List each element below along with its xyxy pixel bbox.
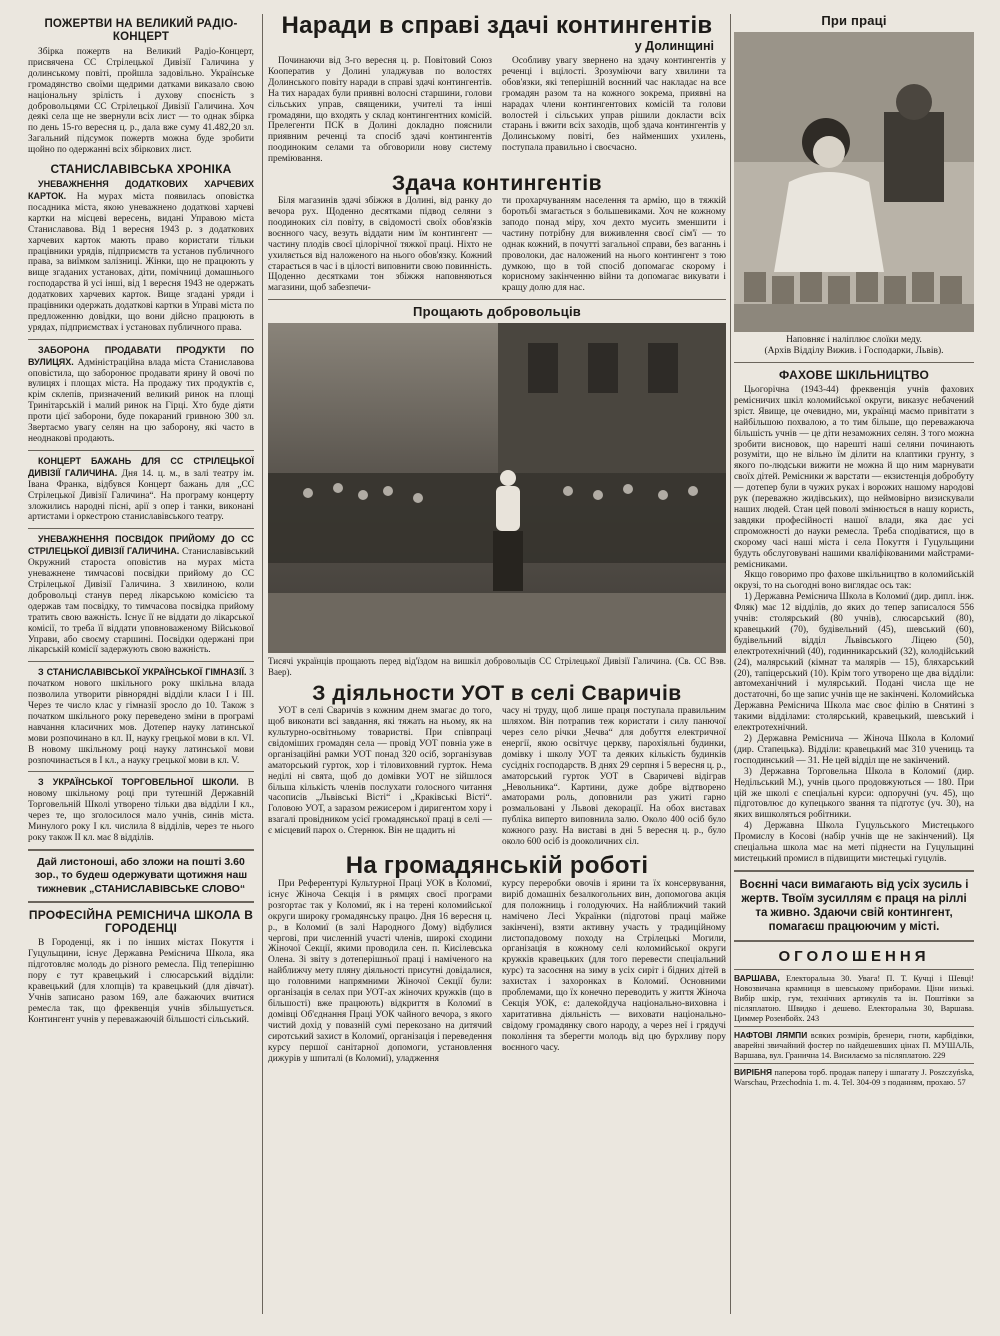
article-body: Починаючи від 3-го вересня ц. р. Повітовий Союз Кооператив у Долині уладжував по волостях Долинського повіту наради в справі здачі контингентів. На тих нарадах були приявні волосні старшини, голови сільських управ, священики, учителі та інші громадяни, що входять у склад контингентних комісій. Прелегенти ПСК в Долині докладно пояснили приявним реченці та спосіб здачі контингентів поодиноким селами та обговорили нову систему преміювання. — [268, 56, 492, 165]
article-title: ПОЖЕРТВИ НА ВЕЛИКИЙ РАДІО-КОНЦЕРТ — [44, 18, 238, 43]
column-divider — [730, 14, 731, 1314]
divider — [28, 661, 254, 662]
item-lead: З УКРАЇНСЬКОЇ ТОРГОВЕЛЬНОЇ ШКОЛИ. — [38, 777, 239, 788]
article-body: 4) Державна Школа Гуцульського Мистецького Промислу в Косові (набір учнів ще не закінчений). Ця спеціальна школа має на меті піднести на Гуцульщині мистецький промисл в підвищити мистецькі гуцулів. — [734, 821, 974, 864]
divider — [28, 771, 254, 772]
divider — [268, 299, 726, 300]
worker-photo — [734, 32, 974, 332]
news-item — [28, 534, 254, 656]
headline: На громадянській роботі — [345, 852, 649, 879]
divider — [28, 849, 254, 851]
item-lead: УНЕВАЖНЕННЯ ДОДАТКОВИХ ХАРЧЕВИХ КАРТОК. — [28, 179, 254, 201]
advertisement: ВИРІБНЯ паперова торб. продаж паперу і шпагату J. Poszczyńska, Warschau, Przechodnia 1. m. 4. Tel. 304-09 з поданням, прохаю. 57 — [734, 1063, 974, 1090]
item-lead: УНЕВАЖНЕННЯ ПОСВІДОК ПРИЙОМУ ДО СС СТРІЛЕЦЬКОЇ ДИВІЗІЇ ГАЛИЧИНА. — [28, 534, 254, 557]
advertisement: НАФТОВІ ЛЯМПИ всяких розмірів, бренери, гноти, карбідівки, аварейні звичайний фостер по найдешевших цінах П. МУШАЛЬ, Варшава, вул. Гранична 14. Висилаємо за післяплатою. 229 — [734, 1026, 974, 1063]
item-body: Адміністраційна влада міста Станиславова оповістила, що заборонює продавати ярину й овочі по вулицях і площах міста. На продажу тих продуктів є, крім склепів, призначений великий ринок на площі Тринітарській і малий ринок на Гірці. Хто буде діяти проти цієї заборони, буде покараний гривною 300 зл. Звертаємо увагу селян на цю заборону, які часто в неоднакові продають. — [28, 357, 254, 444]
article-body: Біля магазинів здачі збіжжя в Долині, від ранку до вечора рух. Щоденно десятками підвод селяни з поодиноких сіл повіту, в свідомості своїх обов'язків воєнного часу, везуть віддати ним їм контингент — частину плодів своєї цілорічної тяжкої праці. Ніхто не ухиляється від наложеного на нього обов'язку. Кожний старається в час і в цілості виповнити свою повинність. Щоденно десятками тон збіжжя наповняються магазини, щоб забезпечи- — [268, 196, 492, 294]
photo-caption: Тисячі українців прощають перед від'їздом на вишкіл добровольців СС Стрілецької Дивізії Галичина. (Св. СС Вэв. Ваер). — [268, 656, 726, 677]
item-body: В новому шкільному році при тутешній Державній Торговельній Школі утворено тільки два відділи І кл., через те, що зголосилося мало учнів, синів міста. Минулого року І кл. числила 8 відділів, через те нього року також ІІ кл. має 8 відділів. — [28, 778, 254, 843]
item-body: Станиславівський Окружний староста оповістив на мурах міста уневажнене тимчасові посвідки прийому до СС Стрілецької Дивізії Галичина. З хвилиною, коли добровольці станув перед лікарською комісією та одержав там посвідку, то тимчасова посвідка прийому тратить свою важність. Існує її не віддати до лікарської комісії, то треба її віддати уповноваженому Військової Управи, або своєму старшині. Посвідки одержані при лікарській комісії задержують свою важність. — [28, 547, 254, 656]
photo-title: При праці — [821, 13, 887, 28]
article-body: Особливу увагу звернено на здачу контингентів у реченці і вцілості. Зрозуміючи вагу хвилини та обов'язки, які теперішній воєнний час накладає на все громадян разом та на кожного зокрема, приявні на нарадах члени контингентових комісій та голови волостей і сільських управ рішили докласти всіх старань і вжити всіх заходів, щоб здача контингентів у Долинському повіті, без найменших ухилень, поступала правильно і своєчасно. — [502, 56, 726, 154]
article-body: ти прохарчуванням населення та армію, що в тяжкій боротьбі змагається з большевиками. Хоч не кожному заподо понад міру, хоч дехто мусить зменшити і частину потрібну для виживлення своєї сім'ї — то однак кожний, в почутті загальної справи, без ваганнь і проволоки, дає наложений на нього контингент з тою думкою, що в той спосіб допомагає скорому і корисному закінченню війни та допомагає викувати і кращу долю для нас. — [502, 196, 726, 294]
article-body: 1) Державна Ремісничa Школа в Коломиї (дир. дипл. інж. Фляк) має 12 відділів, до яких до тепер записалося 556 учнів: столярський (80 учнів), слюсарський (80), кравецький (70), будівельний (45), шевський (60), будівельний відділ Львівського Ліцею (50), електротехнічний (40), годинникарський (32), колодійський (24), малярський (кімнат та малярів — 15), бляхарський (20), тапіцерський (10). Крім того утворено ще два відділи: автомеханічний і мулярський. Подані числа ще не достаточні, бо ще запис учнів ще не закінчені. Коломийська Державна Ремісничa Школа має своє філію в Снятині з такими відділами: столярський, кравецький, шевський і електротехнічний. — [734, 592, 974, 734]
subheadline: у Долинщині — [634, 39, 714, 53]
subscription-notice: Дай листоноші, або зложи на пошті 3.60 зор., то будеш одержувати щотижня наш тижневик „СТАНИСЛАВІВСЬКЕ СЛОВО“ — [34, 855, 248, 895]
column-divider — [262, 14, 263, 1314]
news-item — [28, 179, 254, 334]
section-title: СТАНИСЛАВІВСЬКА ХРОНІКА — [50, 162, 232, 177]
news-item — [28, 456, 254, 523]
news-item — [28, 777, 254, 843]
center-column — [268, 12, 726, 1324]
article-title: ФАХОВЕ ШКІЛЬНИЦТВО — [778, 368, 930, 382]
item-lead: З СТАНИСЛАВІВСЬКОЇ УКРАЇНСЬКОЇ ГІМНАЗІЇ. — [38, 667, 247, 678]
photo-title: Прощають добровольців — [413, 304, 581, 320]
article-title: ПРОФЕСІЙНА РЕМІСНИЧА ШКОЛА В ГОРОДЕНЦІ — [28, 908, 254, 936]
advertisement: ВАРШАВА, Електоральна 30. Увага! П. Т. Кучці і Шевці! Новозвичана крамниця в шевському приборами. Ціни низькі. Вибір шкір, гум, технічних артикулів та ін. Поштівки за післяплатою. Швидко і дешево. Електоральна 30, Варшава. Циммер Розенбойх. 243 — [734, 969, 974, 1026]
item-lead: ЗАБОРОНА ПРОДАВАТИ ПРОДУКТИ ПО ВУЛИЦЯХ. — [28, 344, 254, 367]
article-body: УОТ в селі Сваричів з кожним днем змагає до того, щоб виконати всі завдання, які тяжать на ньому, як на культурно-освітньому товаристві. При співпраці свідоміших громадян села — провід УОТ повніа уже в організаційні рамки УОТ понад 320 осіб, зорганізував аматорський гурток, хор і тіловиховний гурток. Нема неділі ні свята, щоб до домівки УОТ не зійшлося більша кількість членів послухати голосного читання часописів „Львівські Вісті“ і „Краківські Вісті“. Головою УОТ, а заразом режисером і диригентом хору і взагалі провідником усієї громадянської праці в селі — є місцевий парох о. Стернюк. Він не щадить ні — [268, 706, 492, 837]
right-column — [734, 12, 974, 1324]
article-columns — [268, 706, 726, 848]
headline: Здача контингентів — [391, 172, 603, 196]
item-body: На мурах міста появилась оповістка посадника міста, якою уневажнено додаткові харчеві картки на місцеві вересень, видані Управою міста Станиславова. Від 1 вересня 1943 р. з додаткових харчевих карток мають право користати тільки працівники урядів, підприємств та установ публичного права, за виїмком залізниці. Жінки, що не працюють у вище згаданих установах, діти, помічниці домашнього господарства й усі інші, від 1 вересня 1943 не одержать додаткових харчевих карток. Вище згадані уряди і працівники одержать додаткові картки в Управі міста по предложенню довідки, що вони дійсно працюють в урядах, підприємствах і установах публичного права. — [28, 191, 254, 333]
article-body: Якщо говоримо про фахове шкільництво в коломийській окрузі, то на сьогодні воно виглядає ось так: — [734, 570, 974, 592]
headline: З діяльности УОТ в селі Сваричів — [312, 682, 682, 706]
ads-title: ОГОЛОШЕННЯ — [778, 947, 930, 965]
item-body: З початком нового шкільного року шкільна влада позволила утворити рівнорядні відділи класи І і ІІІ. Через те число клас у гімназії зросло до 10. Також з початком шкільного року переведено зміни в програмі навчання класичних мов. Дотепер науку латинської мови розпочинано в кл. ІІ, науку грецької мови в кл. VI. В новому шкільному році науку латинської мови розпочинається в І кл., а науку грецької мови в кл. V. — [28, 668, 254, 766]
news-item — [28, 667, 254, 766]
article-body: В Городенці, як і по інших містах Покуття і Гуцульщини, існує Державна Ремісничa Школа, яка підготовляє молодь до різного ремесла. Під теперішню пору є тут кравецький і слюсарський відділи: кравецький (для хлопців) та кравецький (для дівчат). Учнів записано разом 169, але бажаючих вчитися ремесла так, що фреквенція учнів збільшується. Контингент учнів у переважаючій більшості сільський. — [28, 938, 254, 1025]
article-body: При Референтурі Культурної Праці УОК в Коломиї, існує Жіноча Секція і в рямцях своєї програми розгортає так у Коломиї, як і на терені коломийської округи широку громадянську працю. Дня 16 вересня ц. р., в Коломиї (в залі Народного Дому) відбулися черговi, при численній участі членів, широкі сходини Жіночої Секції, якими проводила сен. п. Кисілевська Олена. Зі звіту з дотеперішньої праці і наміченого на найближчу мету пляну діяльності присутні довідалися, що головними напрямними Жіночої Секції були: організація в селах при УОТ-ах жіночих кружків (що в більшості) вже працюють) відкриття в Коломиї в домівці Об'єднання Праці УОК чайного вечора, з якого чистий дохід у повазній сумі перекозано на дитячий сиротський захист в Коломиї, організація і переведення курсу першої санітарної допомоги, установлення дижурів у шпиталі (в Коломиї), уладження — [268, 879, 492, 1064]
divider — [28, 450, 254, 451]
photo-credit: (Св. СС Вэв. Ваер). — [268, 656, 726, 677]
photo-credit: (Архів Відділу Вижив. і Господарки, Львів). — [764, 346, 944, 356]
article-body: часу ні труду, щоб лише праця поступала правильним шляхом. Він потрапив теж користати і силу панючої через село річки „Чечва“ для добуття електричної енергії, якою освітчує церкву, парохіяльні будинки, домівку і школу УОТ та деяких кількість будинків сусідніх господарств. В днях 29 серпня і 5 вересня ц. р., аматорський гурток УОТ в Сваричеві відіграв „Невольника“. Картини, дуже добре відтворено аматорами роль, доповнили раз ужиті гарно розмальовані у Львові декорації. На обох виставах публіка виперто виповнила залю. Около 400 осіб було кожного разу. На виставі в дні 5 вересня ц. р., було около 600 осіб із дооколичних сіл. — [502, 706, 726, 848]
divider — [734, 362, 974, 363]
crowd-photo-image — [268, 323, 726, 653]
article-body: курсу переробки овочів і ярини та їх консервування, виріб домашніх безалкогольних вин, допомогова акція для положниць і голодуючих. На найближчий такий намічено Лесі Українки (підготові праці майже закінчені), взяти активну участь у традиційному листопадовому походу на Стрілецькі Могили, організація в кожному селі коломийської округи кружків кравецьких (для того перевести спеціальний курс) та засоєння на зиму в усіх сиріт і бідних дітей в захистах і захоронках в Коломиї. Основними проблемами, що їх конечно переводить у життя Жіноча Секція УОК, є: далекойдуча національно-виховна і харитативна діяльність — виховати національно-свідому громадянку свого народу, а через неї і грядучі покоління та зберегти молодь від цю бурхливу пору воєнного часу. — [502, 879, 726, 1053]
divider — [28, 528, 254, 529]
article-columns — [268, 56, 726, 165]
news-item — [28, 345, 254, 445]
divider — [28, 339, 254, 340]
photo-caption: Наповняє і наліплює слоїки меду. (Архів Відділу Вижив. і Господарки, Львів). — [734, 335, 974, 357]
article-body: 3) Державна Торговельна Школа в Коломиї (дир. Недільський М.), учнів цього продовжуються — 180. При цій же школі є спеціальні курси: одпоручні (уч. 45), що підготовлює до купецького звання та підготує (уч. 30), на яких вишколяться робітники. — [734, 766, 974, 821]
divider — [734, 940, 974, 942]
article-body: 2) Державна Ремісничa — Жіноча Школа в Коломиї (дир. Стапецька). Відділи: кравецький має 310 учениць та господинський — 31. Не цей відділ ще не закінчений. — [734, 734, 974, 766]
article-body: Цьогорічна (1943-44) фреквенція учнів фахових ремісничих шкіл коломийської округи, виказує небачений зріст. Явище, це очевидно, ми, українці маємо привітати з найбільшою похвалою, а то тим більше, що переважаюча більшість учнів — це діти незаможних селян. З того можна зробити висновок, що нарешті наші селяни починають розуміти, що не вільно їм ділити на клаптики грунту, з якого по-людськи вижити не можна й що ним марнувати своїх дітей. Ремісники ж варстати — екзистенція добробуту — дотепер були в чужих руках і ворожих нашому народові рук (переважно жидівських), що неймовірно визискували наших людей. Стан цей поволі змінюється в нашу користь, завдяки професійності нашої влади, яка дає усі спроможності до науки ремесла. Треба сподіватися, що в скорому часі наші міста і села Покуття і Гуцульщини будуть обслуговувані нашими кваліфікованими майстрами-ремісниками. — [734, 385, 974, 570]
item-body: Дня 14. ц. м., в залі театру ім. Івана Франка, відбувся Концерт бажань для „СС Стрілецької Дивізії Галичина“. На програму концерту зложились народні пісні, арії з опер і танки, виконані артистами і оркестрою станиславівського театру. — [28, 468, 254, 523]
item-lead: КОНЦЕРТ БАЖАНЬ ДЛЯ СС СТРІЛЕЦЬКОЇ ДИВІЗІЇ ГАЛИЧИНА. — [28, 455, 254, 478]
article-columns — [268, 879, 726, 1064]
divider — [28, 901, 254, 903]
divider — [734, 870, 974, 872]
left-column — [28, 12, 254, 1324]
war-notice: Воєнні часи вимагають від усіх зусиль і жертв. Твоїм зусиллям є праця на ріллі та живно. Здаючи свій контингент, помагаєш працюючим у місті. — [739, 878, 969, 933]
article-columns — [268, 196, 726, 294]
worker-photo-image — [734, 32, 974, 332]
crowd-photo — [268, 323, 726, 653]
headline: Наради в справі здачі контингентів — [281, 12, 713, 39]
article-body: Збірка пожертв на Великий Радіо-Концерт, присвячена СС Стрілецької Дивізії Галичина у долинському повіті, пройшла задовільно. Українське громадянство своїми щедрими датками виказало свою національну зрілість і духову споєність з добровольцями СС Стрілецької Дивізії Галичина. Хоч деякі села ще не звернули всіх лист — то однак збірка по день 15-го вересня ц. р., дала вже суму 41.482,20 зл. Загальний підсумок пожертв можна буде зробити щойно по одержанні всіх збіркових лист. — [28, 47, 254, 156]
